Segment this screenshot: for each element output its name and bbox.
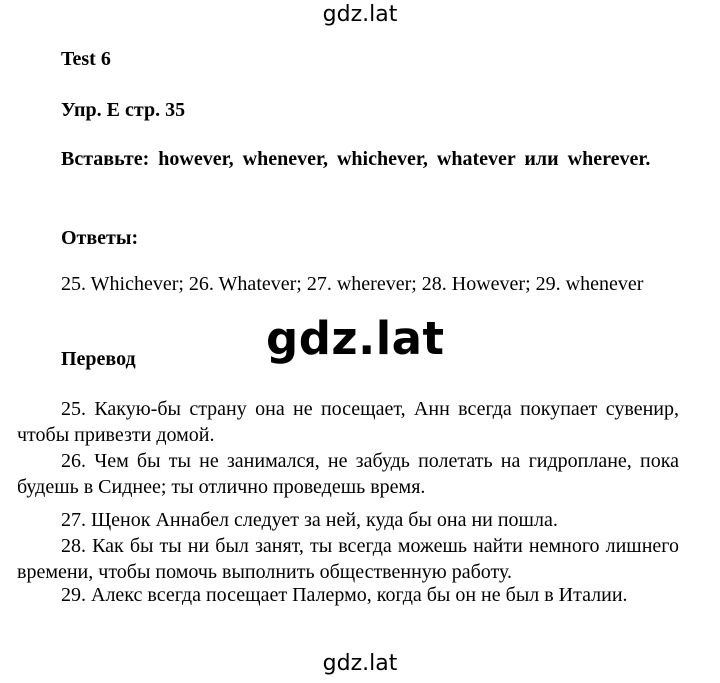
exercise-reference: Упр. E стр. 35 bbox=[61, 99, 186, 121]
exercise-instruction: Вставьте: however, whenever, whichever, whatever или wherever. bbox=[61, 148, 651, 170]
translation-item: 25. Какую-бы страну она не посещает, Анн всегда покупает сувенир, чтобы привезти домой. bbox=[17, 398, 679, 446]
translation-item: 29. Алекс всегда посещает Палермо, когда бы он не был в Италии. bbox=[61, 584, 628, 606]
answers-text: 25. Whichever; 26. Whatever; 27. wherever; 28. However; 29. whenever bbox=[61, 273, 644, 295]
answers-heading: Ответы: bbox=[61, 227, 139, 249]
translation-heading: Перевод bbox=[61, 348, 136, 370]
translation-item: 26. Чем бы ты не занимался, не забудь полетать на гидроплане, пока будешь в Сиднее; ты отлично проведешь время. bbox=[17, 450, 679, 498]
watermark-bottom: gdz.lat bbox=[322, 651, 398, 676]
watermark-top: gdz.lat bbox=[322, 2, 398, 27]
translation-item: 27. Щенок Аннабел следует за ней, куда бы она ни пошла. bbox=[61, 509, 558, 531]
watermark-middle: gdz.lat bbox=[266, 312, 445, 365]
test-title: Test 6 bbox=[61, 48, 111, 70]
translation-item: 28. Как бы ты ни был занят, ты всегда можешь найти немного лишнего времени, чтобы помочь выполнить общественную работу. bbox=[17, 535, 679, 583]
